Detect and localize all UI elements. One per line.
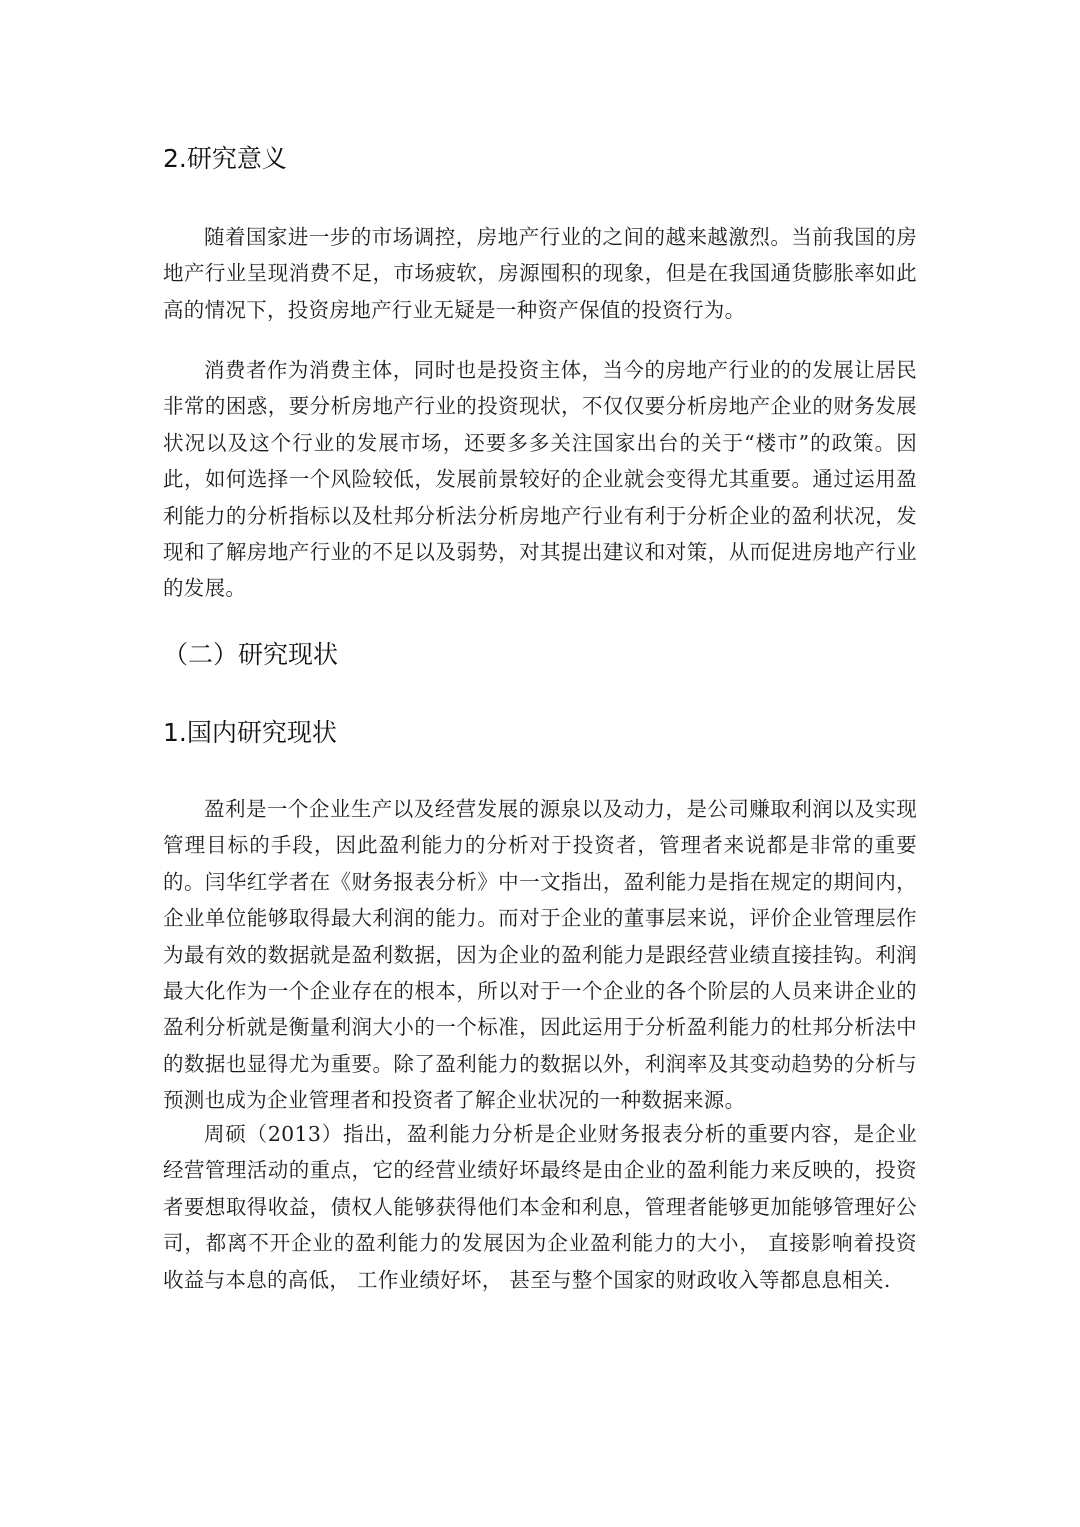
paragraph-significance-1: 随着国家进一步的市场调控，房地产行业的之间的越来越激烈。当前我国的房地产行业呈现消费不足，市场疲软，房源囤积的现象，但是在我国通货膨胀率如此高的情况下，投资房地产行业无疑是一种资产保值的投资行为。	[163, 225, 917, 322]
paragraph-significance-2: 消费者作为消费主体，同时也是投资主体，当今的房地产行业的的发展让居民非常的困惑，要分析房地产行业的投资现状，不仅仅要分析房地产企业的财务发展状况以及这个行业的发展市场，还要多多关注国家出台的关于“楼市”的政策。因此，如何选择一个风险较低，发展前景较好的企业就会变得尤其重要。通过运用盈利能力的分析指标以及杜邦分析法分析房地产行业有利于分析企业的盈利状况，发现和了解房地产行业的不足以及弱势，对其提出建议和对策，从而促进房地产行业的发展。	[163, 358, 917, 601]
section-heading-research-status: （二）研究现状	[163, 640, 339, 669]
paragraph-domestic-1: 盈利是一个企业生产以及经营发展的源泉以及动力，是公司赚取利润以及实现管理目标的手段，因此盈利能力的分析对于投资者，管理者来说都是非常的重要的。闫华红学者在《财务报表分析》中一文指出，盈利能力是指在规定的期间内，企业单位能够取得最大利润的能力。而对于企业的董事层来说，评价企业管理层作为最有效的数据就是盈利数据，因为企业的盈利能力是跟经营业绩直接挂钩。利润最大化作为一个企业存在的根本，所以对于一个企业的各个阶层的人员来讲企业的盈利分析就是衡量利润大小的一个标准，因此运用于分析盈利能力的杜邦分析法中的数据也显得尤为重要。除了盈利能力的数据以外，利润率及其变动趋势的分析与预测也成为企业管理者和投资者了解企业状况的一种数据来源。	[163, 797, 917, 1113]
section-heading-domestic-status: 1.国内研究现状	[163, 718, 337, 747]
section-heading-significance: 2.研究意义	[163, 144, 287, 173]
paragraph-domestic-2: 周硕（2013）指出，盈利能力分析是企业财务报表分析的重要内容，是企业经营管理活动的重点，它的经营业绩好坏最终是由企业的盈利能力来反映的，投资者要想取得收益，债权人能够获得他们本金和利息，管理者能够更加能够管理好公司，都离不开企业的盈利能力的发展因为企业盈利能力的大小， 直接影响着投资收益与本息的高低， 工作业绩好坏， 甚至与整个国家的财政收入等都息息相关.	[163, 1122, 917, 1292]
